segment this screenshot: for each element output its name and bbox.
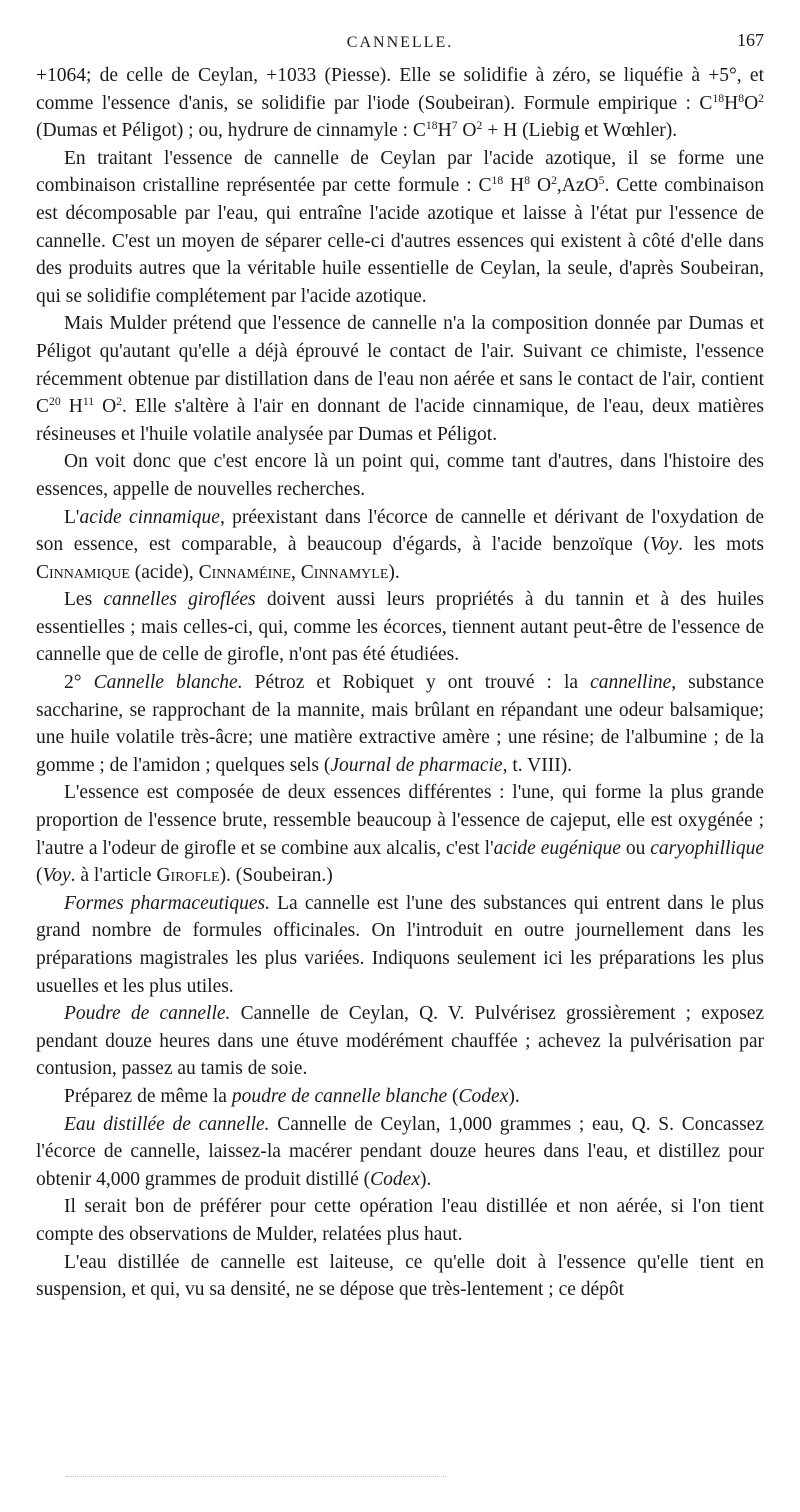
superscript: 11 [82, 395, 95, 409]
superscript: 2 [758, 91, 764, 105]
text-run: O [530, 175, 552, 197]
small-caps-text: Cinnaméine [198, 561, 291, 583]
page-number: 167 [737, 30, 764, 50]
paragraph [36, 310, 764, 448]
italic-text: Formes pharmaceutiques. [64, 892, 270, 914]
text-run: , t. VIII). [502, 754, 573, 776]
small-caps-text: Cinnamique [36, 561, 130, 583]
text-run: . à l'article [70, 865, 157, 887]
text-run: (Dumas et Péligot) ; ou, hydrure de cinnamyle : C [36, 120, 426, 142]
italic-text: Cannelle blanche. [93, 672, 243, 694]
text-run: La cannelle est l'une des substances qui entrent dans le plus grand nombre de formules officinales. On l'introduit en outre journellement dans les préparations magistrales les plus variées. Indiquons seulement ici les préparations les plus usuelles et les plus utiles. [36, 892, 764, 997]
italic-text: cannelles giroflées [103, 589, 256, 611]
text-run: ). [419, 1168, 432, 1190]
text-run: H [437, 120, 452, 142]
text-run: Il serait bon de préférer pour cette opération l'eau distillée et non aérée, si l'on tient compte des observations de Mulder, relatées plus haut. [36, 1196, 764, 1245]
paragraph [36, 1000, 764, 1083]
text-run: ou [620, 837, 651, 859]
text-run: ). [508, 1085, 520, 1107]
text-run: Pétroz et Robiquet y ont trouvé : la [242, 672, 591, 694]
text-run: H [60, 396, 83, 418]
paragraph [36, 586, 764, 669]
text-run: . Elle s'altère à l'air en donnant de l'acide cinnamique, de l'eau, deux matières résineuses et l'huile volatile analysée par Dumas et Péligot. [36, 396, 764, 445]
paragraph [36, 1083, 764, 1111]
text-run: O [94, 396, 117, 418]
text-run: +1064; de celle de Ceylan, +1033 (Piesse). Elle se solidifie à zéro, se liquéfie à +5°, et comme l'essence d'anis, se solidifie par l'iode (Soubeiran). Formule empirique : C [36, 65, 764, 114]
text-run: , préexistant dans l'écorce de cannelle et dérivant de l'oxydation de son essence, est comparable, à beaucoup d'égards, à l'acide benzoïque ( [36, 506, 764, 556]
text-run: Préparez de même la [64, 1085, 232, 1107]
italic-text: acide eugénique [493, 837, 621, 859]
text-run: O [744, 92, 759, 114]
italic-text: Journal de pharmacie [330, 754, 503, 776]
text-run: , substance saccharine, se rapprochant de la mannite, mais brûlant en répandant une odeur balsamique; une huile volatile très-âcre; une matière extractive amère ; une résine; de l'albumine ; de la gomme ; de l'amidon ; quelques sels ( [36, 672, 764, 776]
superscript: 8 [524, 174, 531, 188]
text-run: ( [36, 865, 43, 887]
superscript: 5 [598, 174, 605, 188]
page-header [36, 26, 764, 62]
paragraph [36, 504, 764, 587]
text-run: doivent aussi leurs propriétés à du tannin et à des huiles essentielles ; mais celles-ci, qui, comme les écorces, tiennent autant peut-être de l'essence de cannelle que de celle de girofle, n'ont pas été étudiées. [36, 589, 765, 666]
superscript: 2 [476, 119, 483, 133]
page-body [36, 62, 764, 1304]
paragraph [36, 1193, 764, 1248]
italic-text: Voy [42, 865, 71, 887]
paragraph [36, 890, 764, 1000]
italic-text: Voy [649, 534, 679, 556]
text-run: H [724, 92, 739, 114]
superscript: 20 [49, 395, 61, 409]
italic-text: Codex [458, 1085, 509, 1107]
footer-dotted-rule [66, 1476, 446, 1477]
text-run: ). (Soubeiran.) [219, 865, 333, 887]
text-run: Mais Mulder prétend que l'essence de cannelle n'a la composition donnée par Dumas et Péligot qu'autant qu'elle a déjà éprouvé le contact de l'air. Suivant ce chimiste, l'essence récemment obtenue par distillation dans de l'eau non aérée et sans le contact de l'air, contient C [36, 313, 764, 418]
italic-text: acide cinnamique [79, 506, 220, 528]
text-run: + H (Liebig et Wœhler). [482, 120, 678, 142]
text-run: Cannelle de Ceylan, Q. V. Pulvérisez grossièrement ; exposez pendant douze heures dans une étuve modérément chauffée ; achevez la pulvérisation par contusion, passez au tamis de soie. [36, 1003, 765, 1080]
superscript: 7 [451, 119, 458, 133]
text-run: ,AzO [556, 175, 599, 197]
paragraph [36, 448, 764, 503]
text-run: L'eau distillée de cannelle est laiteuse, ce qu'elle doit à l'essence qu'elle tient en suspension, et qui, vu sa densité, ne se dépose que très-lentement ; ce dépôt [36, 1251, 764, 1301]
paragraph [36, 1111, 764, 1194]
running-title: CANNELLE. [346, 34, 454, 51]
italic-text: Poudre de cannelle. [64, 1003, 231, 1025]
text-run: ). [388, 561, 400, 583]
italic-text: poudre de cannelle blanche [231, 1085, 448, 1107]
paragraph [36, 1249, 764, 1304]
superscript: 2 [116, 395, 123, 409]
text-run: 2° [64, 672, 94, 694]
italic-text: cannelline [590, 672, 672, 694]
superscript: 18 [712, 91, 725, 105]
text-run: , [290, 561, 301, 583]
paragraph [36, 779, 764, 889]
text-run: En traitant l'essence de cannelle de Ceylan par l'acide azotique, il se forme une combinaison cristalline représentée par cette formule : C [36, 147, 764, 197]
italic-text: Codex [370, 1168, 420, 1190]
small-caps-text: Cinnamyle [300, 561, 389, 583]
superscript: 8 [738, 91, 745, 105]
text-run: . Cette combinaison est décomposable par l'eau, qui entraîne l'acide azotique et laisse à l'état pur l'essence de cannelle. C'est un moyen de séparer celle-ci d'autres essences qui existent à côté d'elle dans des produits autres que la véritable huile essentielle de Ceylan, la seule, d'après Soubeiran, qui se solidifie complétement par l'acide azotique. [36, 175, 764, 307]
text-run: L' [64, 506, 80, 528]
text-run: ( [447, 1085, 459, 1107]
paragraph [36, 669, 764, 779]
superscript: 18 [425, 119, 438, 133]
text-run: H [503, 175, 525, 197]
text-run: Cannelle de Ceylan, 1,000 grammes ; eau, Q. S. Concassez l'écorce de cannelle, laissez-la macérer pendant douze heures dans l'eau, et distillez pour obtenir 4,000 grammes de produit distillé ( [36, 1113, 764, 1190]
text-run: . les mots [678, 534, 764, 556]
superscript: 2 [551, 174, 557, 188]
text-run: Les [64, 589, 104, 611]
superscript: 18 [491, 174, 504, 188]
small-caps-text: Girofle [156, 865, 220, 887]
text-run: L'essence est composée de deux essences différentes : l'une, qui forme la plus grande proportion de l'essence brute, ressemble beaucoup à l'essence de cajeput, elle est oxygénée ; l'autre a l'odeur de girofle et se combine aux alcalis, c'est l' [36, 782, 764, 859]
paragraph [36, 62, 764, 145]
text-run: On voit donc que c'est encore là un point qui, comme tant d'autres, dans l'histoire des essences, appelle de nouvelles recherches. [36, 451, 764, 500]
italic-text: caryophillique [650, 837, 764, 859]
text-run: (acide), [129, 561, 199, 583]
italic-text: Eau distillée de cannelle. [64, 1113, 270, 1135]
text-run: O [457, 120, 477, 142]
paragraph [36, 145, 764, 311]
